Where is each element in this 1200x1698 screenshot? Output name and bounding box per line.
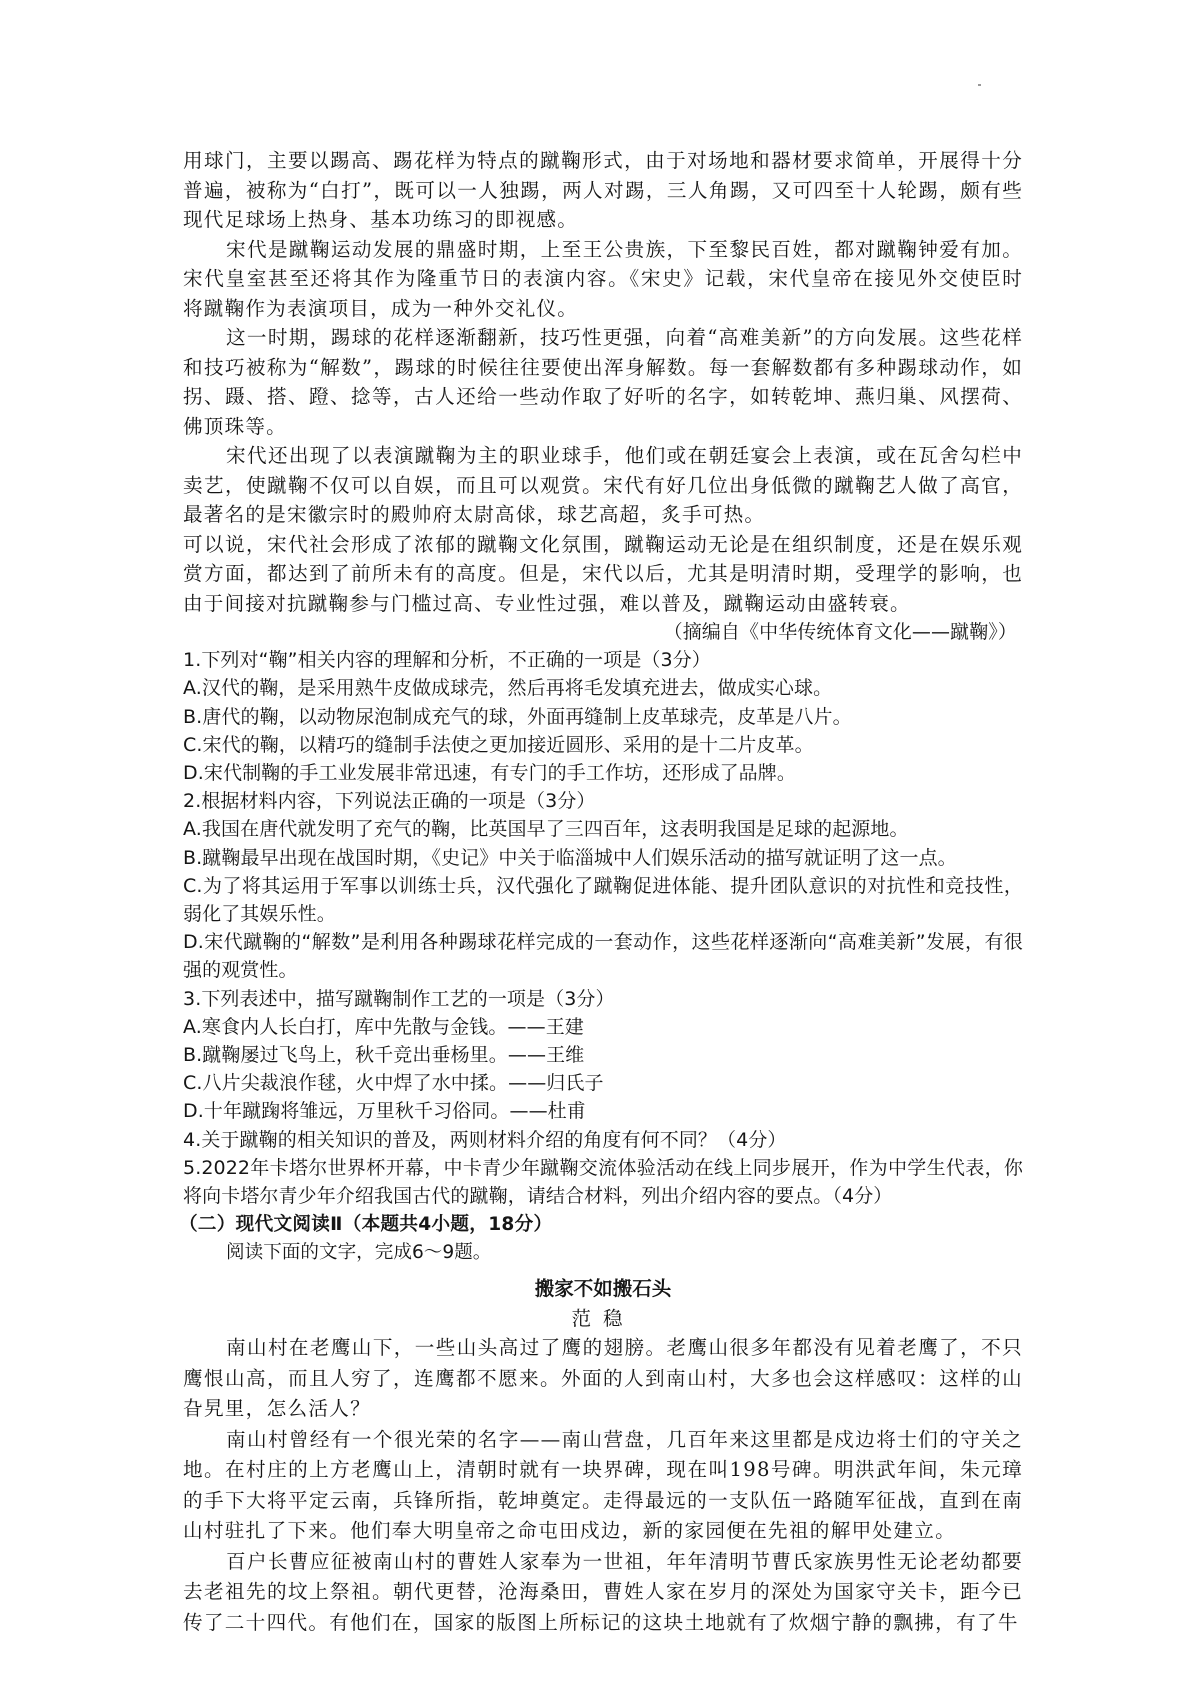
scan-speck: [978, 84, 981, 86]
question-3-option-a: A.寒食内人长白打，库中先散与金钱。——王建: [183, 1015, 584, 1038]
story-author: 范稳: [571, 1307, 635, 1331]
section-instruction: 阅读下面的文字，完成6～9题。: [226, 1242, 492, 1264]
question-3-stem: 3.下列表述中，描写蹴鞠制作工艺的一项是（3分）: [183, 987, 615, 1010]
passage-paragraph: 宋代还出现了以表演蹴鞠为主的职业球手，他们或在朝廷宴会上表演，或在瓦舍勾栏中卖艺，使蹴鞠不仅可以自娱，而且可以观赏。宋代有好几位出身低微的蹴鞠艺人做了高官，最著名的是宋徽宗时的殿帅府太尉高俅，球艺高超，炙手可热。: [183, 444, 1023, 526]
question-2-option-a: A.我国在唐代就发明了充气的鞠，比英国早了三四百年，这表明我国是足球的起源地。: [183, 818, 909, 841]
passage-source: （摘编自《中华传统体育文化——蹴鞠》）: [663, 621, 1017, 643]
question-2-option-c: C.为了将其运用于军事以训练士兵，汉代强化了蹴鞠促进体能、提升团队意识的对抗性和竞技性，弱化了其娱乐性。: [183, 874, 1023, 926]
question-3-option-b: B.蹴鞠屡过飞鸟上，秋千竞出垂杨里。——王维: [183, 1044, 585, 1067]
passage-paragraph: 可以说，宋代社会形成了浓郁的蹴鞠文化氛围，蹴鞠运动无论是在组织制度，还是在娱乐观赏方面，都达到了前所未有的高度。但是，宋代以后，尤其是明清时期，受理学的影响，也由于间接对抗蹴鞠参与门槛过高、专业性过强，难以普及，蹴鞠运动由盛转衰。: [183, 532, 1023, 615]
story-paragraph: 南山村在老鹰山下，一些山头高过了鹰的翅膀。老鹰山很多年都没有见着老鹰了，不只鹰恨山高，而且人穷了，连鹰都不愿来。外面的人到南山村，大多也会这样感叹：这样的山旮旯里，怎么活人？: [183, 1336, 1023, 1421]
story-title: 搬家不如搬石头: [534, 1277, 672, 1301]
passage-paragraph: 用球门，主要以踢高、踢花样为特点的蹴鞠形式，由于对场地和器材要求简单，开展得十分普遍，被称为“白打”，既可以一人独踢，两人对踢，三人角踢，又可四至十人轮踢，颇有些现代足球场上热身、基本功练习的即视感。: [183, 149, 1023, 231]
question-3-option-c: C.八片尖裁浪作毬，火中焊了水中揉。——归氏子: [183, 1072, 604, 1095]
story-paragraph: 南山村曾经有一个很光荣的名字——南山营盘，几百年来这里都是戍边将士们的守关之地。在村庄的上方老鹰山上，清朝时就有一块界碑，现在叫198号碑。明洪武年间，朱元璋的手下大将平定云南，兵锋所指，乾坤奠定。走得最远的一支队伍一路随军征战，直到在南山村驻扎了下来。他们奉大明皇帝之命屯田戍边，新的家园便在先祖的解甲处建立。: [183, 1427, 1023, 1543]
passage-paragraph: 宋代是蹴鞠运动发展的鼎盛时期，上至王公贵族，下至黎民百姓，都对蹴鞠钟爱有加。宋代皇室甚至还将其作为隆重节日的表演内容。《宋史》记载，宋代皇帝在接见外交使臣时将蹴鞠作为表演项目，成为一种外交礼仪。: [183, 237, 1023, 320]
question-2-stem: 2.根据材料内容，下列说法正确的一项是（3分）: [183, 790, 596, 813]
question-2-option-d: D.宋代蹴鞠的“解数”是利用各种踢球花样完成的一套动作，这些花样逐渐向“高难美新”发展，有很强的观赏性。: [183, 931, 1023, 982]
question-4: 4.关于蹴鞠的相关知识的普及，两则材料介绍的角度有何不同？（4分）: [183, 1128, 787, 1151]
question-1-option-d: D.宋代制鞠的手工业发展非常迅速，有专门的手工作坊，还形成了品牌。: [183, 762, 796, 785]
section-heading: （二）现代文阅读Ⅱ（本题共4小题，18分）: [179, 1214, 553, 1236]
question-1-option-c: C.宋代的鞠，以精巧的缝制手法使之更加接近圆形、采用的是十二片皮革。: [183, 733, 814, 756]
question-5: 5.2022年卡塔尔世界杯开幕，中卡青少年蹴鞠交流体验活动在线上同步展开，作为中学生代表，你将向卡塔尔青少年介绍我国古代的蹴鞠，请结合材料，列出介绍内容的要点。（4分）: [183, 1156, 1023, 1208]
passage-paragraph: 这一时期，踢球的花样逐渐翻新，技巧性更强，向着“高难美新”的方向发展。这些花样和技巧被称为“解数”，踢球的时候往往要使出浑身解数。每一套解数都有多种踢球动作，如拐、蹑、搭、蹬、捻等，古人还给一些动作取了好听的名字，如转乾坤、燕归巢、风摆荷、佛顶珠等。: [183, 326, 1023, 438]
story-paragraph: 百户长曹应征被南山村的曹姓人家奉为一世祖，年年清明节曹氏家族男性无论老幼都要去老祖先的坟上祭祖。朝代更替，沧海桑田，曹姓人家在岁月的深处为国家守关卡，距今已传了二十四代。有他们在，国家的版图上所标记的这块土地就有了炊烟宁静的飘拂，有了牛: [183, 1549, 1023, 1634]
question-2-option-b: B.蹴鞠最早出现在战国时期，《史记》中关于临淄城中人们娱乐活动的描写就证明了这一点。: [183, 846, 957, 869]
question-1-option-b: B.唐代的鞠，以动物尿泡制成充气的球，外面再缝制上皮革球壳，皮革是八片。: [183, 705, 852, 728]
question-1-option-a: A.汉代的鞠，是采用熟牛皮做成球壳，然后再将毛发填充进去，做成实心球。: [183, 677, 833, 700]
question-3-option-d: D.十年蹴踘将雏远，万里秋千习俗同。——杜甫: [183, 1100, 586, 1123]
page-content: [179, 146, 1023, 1638]
question-1-stem: 1.下列对“鞠”相关内容的理解和分析，不正确的一项是（3分）: [183, 649, 711, 672]
